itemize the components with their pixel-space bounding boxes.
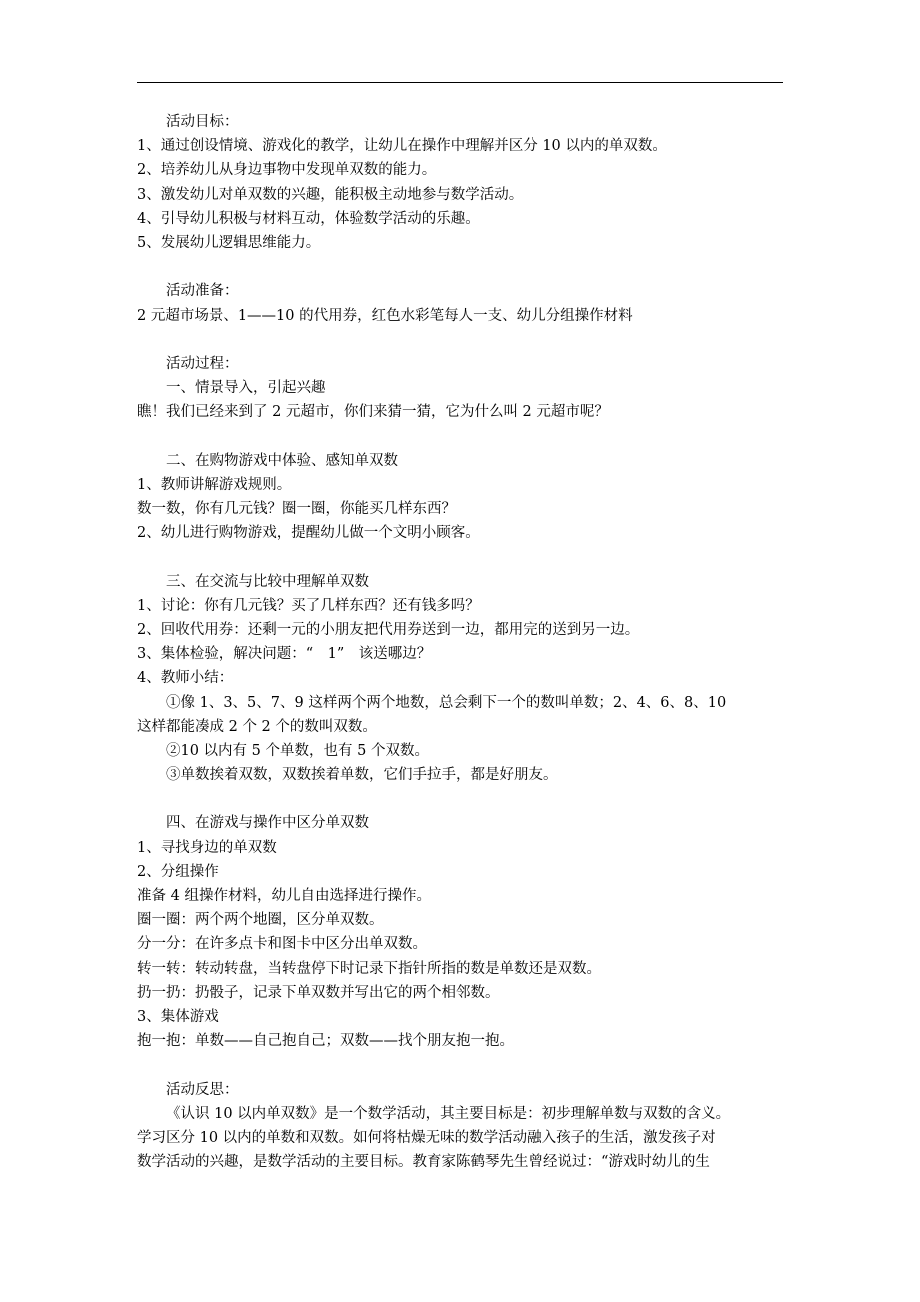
prep-heading: 活动准备： (166, 283, 239, 300)
section-2-line: 2、幼儿进行购物游戏，提醒幼儿做一个文明小顾客。 (137, 525, 480, 542)
section-4-line: 圈一圈：两个两个地圈，区分单双数。 (137, 912, 384, 929)
reflection-line: 数学活动的兴趣，是数学活动的主要目标。教育家陈鹤琴先生曾经说过：“游戏时幼儿的生 (137, 1154, 710, 1171)
section-3-title: 三、在交流与比较中理解单双数 (166, 573, 369, 590)
section-1-title: 一、情景导入，引起兴趣 (166, 380, 326, 397)
section-4-line: 2、分组操作 (137, 863, 219, 880)
goals-heading: 活动目标： (166, 114, 239, 130)
section-3-line: 2、回收代用券：还剩一元的小朋友把代用券送到一边，都用完的送到另一边。 (137, 621, 640, 638)
section-1-line: 瞧！我们已经来到了 2 元超市，你们来猜一猜，它为什么叫 2 元超市呢？ (137, 404, 609, 421)
reflection-heading: 活动反思： (166, 1081, 239, 1098)
goal-item-2: 2、培养幼儿从身边事物中发现单双数的能力。 (137, 162, 437, 179)
spacer (137, 1053, 787, 1077)
spacer (137, 328, 787, 352)
section-4-line: 1、寻找身边的单双数 (137, 839, 277, 856)
process-heading: 活动过程： (166, 355, 239, 372)
section-4-line: 分一分：在许多点卡和图卡中区分出单双数。 (137, 936, 427, 953)
section-3-line: 4、教师小结： (137, 670, 234, 687)
section-2-line: 1、教师讲解游戏规则。 (137, 476, 292, 493)
spacer (137, 424, 787, 448)
goal-item-5: 5、发展幼儿逻辑思维能力。 (137, 234, 321, 251)
section-4-line: 准备 4 组操作材料，幼儿自由选择进行操作。 (137, 888, 431, 904)
spacer (137, 255, 787, 279)
section-3-line: 1、讨论：你有几元钱？买了几样东西？还有钱多吗？ (137, 597, 480, 614)
section-4-line: 扔一扔：扔骰子，记录下单双数并写出它的两个相邻数。 (137, 984, 500, 1001)
goal-item-1: 1、通过创设情境、游戏化的教学，让幼儿在操作中理解并区分 10 以内的单双数。 (137, 138, 667, 155)
reflection-line: 学习区分 10 以内的单数和双数。如何将枯燥无味的数学活动融入孩子的生活，激发孩子对 (137, 1129, 716, 1146)
section-2-line: 数一数，你有几元钱？圈一圈，你能买几样东西？ (137, 501, 456, 517)
goal-item-3: 3、激发幼儿对单双数的兴趣，能积极主动地参与数学活动。 (137, 186, 524, 203)
spacer (137, 545, 787, 569)
header-rule (137, 82, 783, 83)
summary-line: ③单数挨着双数，双数挨着单数，它们手拉手，都是好朋友。 (166, 767, 558, 784)
goal-item-4: 4、引导幼儿积极与材料互动，体验数学活动的乐趣。 (137, 210, 480, 227)
section-4-line: 转一转：转动转盘，当转盘停下时记录下指针所指的数是单数还是双数。 (137, 960, 601, 977)
reflection-line: 《认识 10 以内单双数》是一个数学活动，其主要目标是：初步理解单数与双数的含义。 (166, 1105, 731, 1122)
summary-line: 这样都能凑成 2 个 2 个的数叫双数。 (137, 718, 377, 735)
section-4-line: 3、集体游戏 (137, 1008, 219, 1025)
summary-line: ①像 1、3、5、7、9 这样两个两个地数，总会剩下一个的数叫单数；2、4、6、8、10 (166, 694, 727, 711)
prep-text: 2 元超市场景、1——10 的代用券，红色水彩笔每人一支、幼儿分组操作材料 (137, 307, 633, 324)
section-4-title: 四、在游戏与操作中区分单双数 (166, 815, 369, 832)
spacer (137, 787, 787, 811)
summary-line: ②10 以内有 5 个单数，也有 5 个双数。 (166, 742, 429, 759)
document-body (137, 110, 787, 1174)
section-4-line: 抱一抱：单数——自己抱自己；双数——找个朋友抱一抱。 (137, 1033, 514, 1050)
section-2-title: 二、在购物游戏中体验、感知单双数 (166, 452, 398, 469)
section-3-line: 3、集体检验，解决问题：“ 1” 该送哪边？ (137, 646, 432, 663)
